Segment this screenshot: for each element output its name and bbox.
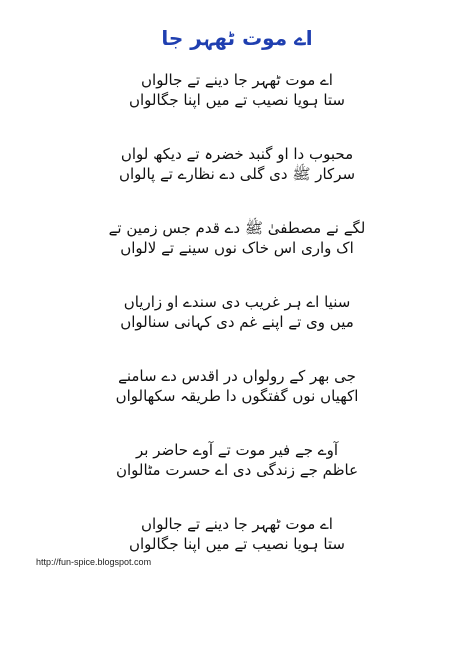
stanza-2 <box>60 144 414 184</box>
stanza-3 <box>60 218 414 258</box>
verse-line: اے موت ٹھہر جا دینے تے جالواں <box>141 71 333 89</box>
stanza-5 <box>60 366 414 406</box>
verse-line: محبوب دا او گنبد خضرہ تے دیکھ لواں <box>120 145 354 163</box>
stanza-4 <box>60 292 414 332</box>
stanza-6 <box>60 440 414 480</box>
footer-url: http://fun-spice.blogspot.com <box>36 557 152 567</box>
verse-line: سرکار ﷺ دی گلی دے نظارے تے پالواں <box>118 165 356 183</box>
verse-line: لگے نے مصطفیٰ ﷺ دے قدم جس زمین تے <box>108 219 366 237</box>
stanza-7 <box>60 514 414 554</box>
verse-line: سنیا اے ہر غریب دی سندے او زاریاں <box>123 293 351 311</box>
verse-line: آوے جے فیر موت تے آوے حاضر بر <box>136 441 338 459</box>
verse-line: ستا ہویا نصیب تے میں اپنا جگالواں <box>128 91 345 109</box>
verse-line: جی بھر کے رولواں در اقدس دے سامنے <box>118 367 356 385</box>
verse-line: اے موت ٹھہر جا دینے تے جالواں <box>141 515 333 533</box>
verse-line: ستا ہویا نصیب تے میں اپنا جگالواں <box>128 535 345 553</box>
verse-line: میں وی تے اپنے غم دی کہانی سنالواں <box>120 313 354 331</box>
verse-line: عاظم جے زندگی دی اے حسرت مٹالوان <box>115 461 359 479</box>
stanza-1 <box>60 70 414 110</box>
poem-body <box>60 70 414 588</box>
verse-line: اک واری اس خاک نوں سینے تے لالواں <box>120 239 354 257</box>
poem-title: اے موت ٹھہر جا <box>161 26 313 50</box>
verse-line: اکھیاں نوں گفتگوں دا طریقہ سکھالواں <box>115 387 359 405</box>
